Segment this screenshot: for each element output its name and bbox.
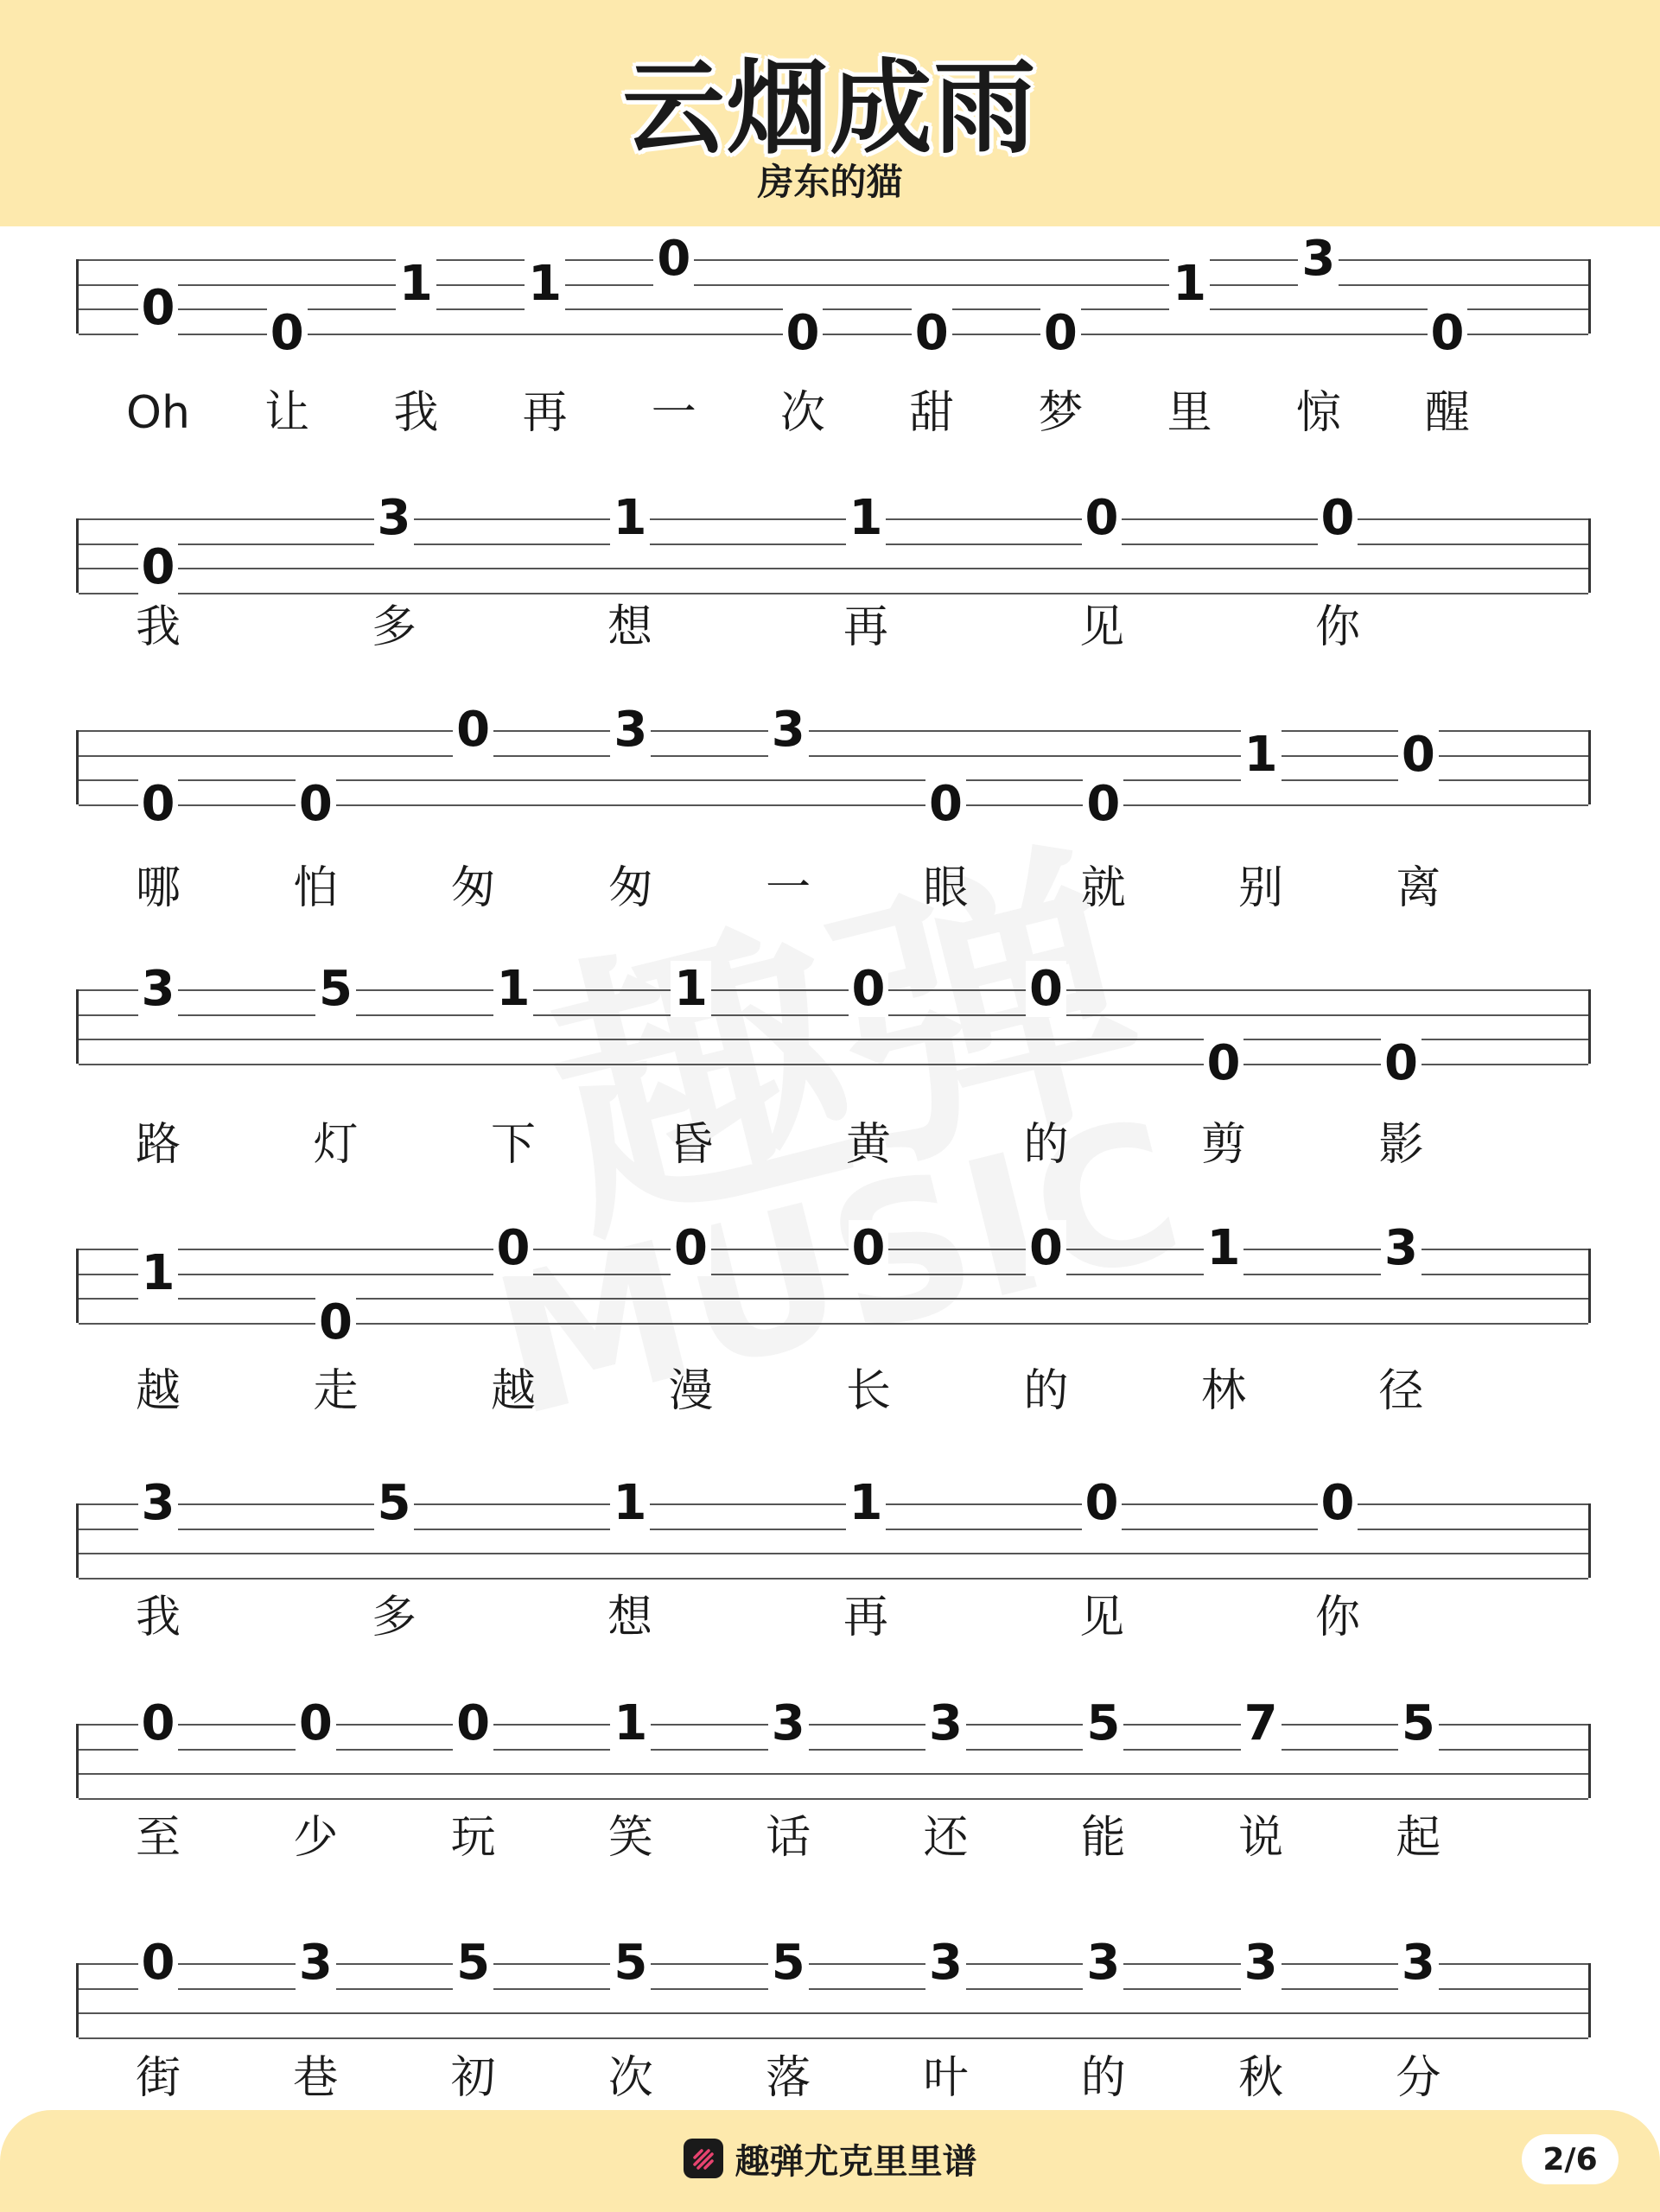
staff-line [79,284,1588,286]
lyric-char: 叶 [923,2052,969,2104]
lyric-char: 街 [135,2052,181,2104]
lyric-char: 怕 [293,862,339,914]
tab-note [901,304,962,361]
lyric-char: 就 [1080,862,1126,914]
tab-note [1193,1034,1254,1091]
tab-note [483,961,544,1017]
fret-number: 1 [396,256,436,312]
tab-note [838,961,899,1017]
fret-number: 0 [1082,490,1123,546]
lyric-char: 初 [450,2052,496,2104]
staff-line [79,593,1588,594]
staff-line [79,755,1588,757]
tab-note [916,775,976,832]
fret-number: 1 [1169,256,1210,312]
tab-staff [76,989,1591,1064]
staff-line [79,1773,1588,1775]
tab-note [836,1475,896,1531]
fret-number: 0 [138,776,179,832]
tab-note [128,775,188,832]
lyric-char: 梦 [1038,387,1084,439]
lyric-char: 下 [490,1119,536,1171]
fret-number: 5 [768,1935,809,1991]
lyric-char: 见 [1078,601,1124,653]
tab-note [257,304,317,361]
footer-brand [0,2134,1660,2183]
fret-number: 0 [296,1695,336,1751]
tab-note [128,1244,188,1301]
tab-note [661,961,722,1017]
lyric-char: 漫 [668,1365,714,1417]
tab-note [916,1935,976,1991]
tab-staff [76,1249,1591,1323]
tab-note [306,1294,366,1351]
lyric-char: 笑 [607,1812,653,1864]
tab-note [758,702,818,758]
staff-line [79,1274,1588,1275]
fret-number: 3 [1398,1935,1439,1991]
tab-note [364,490,424,546]
tab-note [128,1475,188,1531]
tab-note [1371,1220,1432,1276]
fret-number: 0 [1318,1475,1358,1531]
lyric-char: 路 [135,1119,181,1171]
fret-number: 3 [1381,1220,1421,1276]
fret-number: 0 [138,280,179,336]
lyric-char: 能 [1080,1812,1126,1864]
tab-note [838,1220,899,1276]
fret-number: 1 [1241,727,1282,783]
tab-note [1417,304,1478,361]
staff-line [79,1553,1588,1554]
tab-note [1307,490,1368,546]
fret-number: 0 [315,1294,356,1351]
staff-line [79,1039,1588,1040]
fret-number: 3 [1241,1935,1282,1991]
lyric-char: 说 [1238,1812,1284,1864]
tab-note [836,490,896,546]
fret-number: 0 [671,1220,711,1276]
tab-note [285,1935,346,1991]
fret-number: 3 [925,1935,966,1991]
fret-number: 0 [849,1220,889,1276]
tab-note [600,490,660,546]
staff-line [79,1578,1588,1580]
fret-number: 5 [1398,1695,1439,1751]
tab-note [1388,726,1448,783]
staff-line [79,1249,1588,1250]
tab-note [1388,1935,1448,1991]
fret-number: 1 [846,1475,887,1531]
page-indicator: 2/6 [1522,2134,1619,2184]
lyric-char: 次 [607,2052,653,2104]
tab-note [1073,775,1134,832]
lyric-char: 多 [371,1592,417,1643]
fret-number: 0 [783,305,824,361]
tab-note [1388,1695,1448,1751]
tab-note [1160,255,1220,312]
lyric-char: 里 [1167,387,1212,439]
tab-note [128,1695,188,1751]
tab-note [1231,726,1291,783]
tab-note [364,1475,424,1531]
staff-line [79,2037,1588,2039]
fret-number: 3 [1083,1935,1123,1991]
tab-note [600,1475,660,1531]
tab-note [1073,1935,1134,1991]
staff-line [79,259,1588,261]
fret-number: 0 [1026,1220,1066,1276]
lyric-char: 的 [1023,1365,1069,1417]
staff-line [79,1798,1588,1800]
lyric-char: 见 [1078,1592,1124,1643]
tab-note [1231,1695,1291,1751]
tab-note [1288,231,1349,287]
fret-number: 5 [610,1935,651,1991]
lyric-char: 哪 [135,862,181,914]
song-title: 云烟成雨 [622,48,1038,168]
fret-number: 0 [267,305,308,361]
lyric-char: 多 [371,601,417,653]
tab-note [285,1695,346,1751]
lyric-char: 秋 [1238,2052,1284,2104]
lyric-char: 的 [1023,1119,1069,1171]
fret-number: 3 [768,1695,809,1751]
brand-logo-icon [684,2139,723,2178]
fret-number: 0 [1083,776,1123,832]
tab-note [1371,1034,1432,1091]
tab-note [601,1695,661,1751]
lyric-char: 匆 [450,862,496,914]
tab-note [1307,1475,1368,1531]
lyric-char: 别 [1238,862,1284,914]
fret-number: 5 [315,961,356,1017]
tab-note [661,1220,722,1276]
lyric-char: 林 [1200,1365,1246,1417]
lyric-char: 我 [393,387,439,439]
staff-line [79,730,1588,732]
fret-number: 0 [1026,961,1066,1017]
tab-note [644,231,704,287]
lyric-char: 少 [293,1812,339,1864]
lyric-char: 甜 [909,387,955,439]
staff-line [79,568,1588,569]
lyric-char: 再 [843,601,888,653]
lyric-char: 长 [845,1365,891,1417]
fret-number: 0 [1318,490,1358,546]
fret-number: 3 [296,1935,336,1991]
brand-name: 趣弹尤克里里谱 [735,2141,977,2182]
lyric-char: 起 [1396,1812,1441,1864]
tab-note [1030,304,1091,361]
lyric-char: 醒 [1424,387,1470,439]
fret-number: 3 [138,1475,179,1531]
fret-number: 7 [1241,1695,1282,1751]
fret-number: 1 [525,256,565,312]
lyric-char: 一 [766,862,811,914]
fret-number: 0 [912,305,952,361]
fret-number: 1 [1204,1220,1244,1276]
lyric-char: 落 [766,2052,811,2104]
tab-note [601,1935,661,1991]
fret-number: 0 [849,961,889,1017]
lyric-char: 匆 [607,862,653,914]
tab-note [1073,1695,1134,1751]
fret-number: 0 [925,776,966,832]
lyric-char: 一 [651,387,696,439]
staff-line [79,1064,1588,1065]
tab-note [1016,961,1077,1017]
lyric-char: Oh [126,387,190,439]
tab-note [1072,1475,1132,1531]
fret-number: 0 [493,1220,534,1276]
tab-note [443,1695,504,1751]
lyric-char: 的 [1080,2052,1126,2104]
lyric-char: 离 [1396,862,1441,914]
fret-number: 3 [610,702,651,758]
fret-number: 5 [374,1475,415,1531]
fret-number: 1 [610,1695,651,1751]
fret-number: 0 [138,539,179,595]
tab-note [128,539,188,596]
fret-number: 0 [1204,1035,1244,1091]
fret-number: 3 [374,490,415,546]
tab-note [1016,1220,1077,1276]
fret-number: 0 [138,1695,179,1751]
tab-note [758,1695,818,1751]
lyric-char: 分 [1396,2052,1441,2104]
lyric-char: 径 [1378,1365,1424,1417]
lyric-char: 我 [135,1592,181,1643]
tab-note [443,1935,504,1991]
fret-number: 1 [493,961,534,1017]
staff-line [79,2012,1588,2014]
lyric-char: 眼 [923,862,969,914]
lyric-char: 黄 [845,1119,891,1171]
lyric-char: 再 [522,387,568,439]
lyric-char: 让 [264,387,310,439]
tab-note [128,961,188,1017]
fret-number: 1 [138,1245,179,1301]
fret-number: 0 [1428,305,1468,361]
tab-note [601,702,661,758]
lyric-char: 剪 [1200,1119,1246,1171]
lyric-char: 惊 [1295,387,1341,439]
lyric-char: 你 [1314,601,1360,653]
fret-number: 1 [610,490,651,546]
lyric-char: 至 [135,1812,181,1864]
fret-number: 3 [925,1695,966,1751]
lyric-char: 我 [135,601,181,653]
tab-note [128,1935,188,1991]
lyric-char: 想 [607,601,652,653]
fret-number: 5 [1083,1695,1123,1751]
tab-note [773,304,833,361]
fret-number: 0 [1381,1035,1421,1091]
fret-number: 0 [653,231,694,287]
lyric-char: 话 [766,1812,811,1864]
tab-note [1072,490,1132,546]
lyric-char: 越 [490,1365,536,1417]
tab-note [128,280,188,337]
lyric-char: 越 [135,1365,181,1417]
lyric-char: 巷 [293,2052,339,2104]
lyric-char: 昏 [668,1119,714,1171]
tab-note [1193,1220,1254,1276]
lyric-char: 影 [1378,1119,1424,1171]
tab-note [285,775,346,832]
tab-note [916,1695,976,1751]
fret-number: 3 [1298,231,1339,287]
tab-note [385,255,446,312]
fret-number: 0 [1398,727,1439,783]
tab-note [483,1220,544,1276]
fret-number: 1 [846,490,887,546]
lyric-char: 你 [1314,1592,1360,1643]
fret-number: 0 [138,1935,179,1991]
fret-number: 1 [671,961,711,1017]
lyric-char: 想 [607,1592,652,1643]
tab-note [306,961,366,1017]
fret-number: 0 [1082,1475,1123,1531]
fret-number: 0 [453,1695,493,1751]
lyric-char: 走 [313,1365,359,1417]
artist-name: 房东的猫 [757,161,903,203]
fret-number: 0 [453,702,493,758]
tab-note [1231,1935,1291,1991]
fret-number: 0 [1040,305,1081,361]
lyric-char: 再 [843,1592,888,1643]
fret-number: 0 [296,776,336,832]
tab-note [443,702,504,758]
fret-number: 3 [768,702,809,758]
fret-number: 3 [138,961,179,1017]
tab-note [758,1935,818,1991]
fret-number: 1 [610,1475,651,1531]
lyric-char: 玩 [450,1812,496,1864]
tab-note [515,255,576,312]
lyric-char: 灯 [313,1119,359,1171]
fret-number: 5 [453,1935,493,1991]
lyric-char: 还 [923,1812,969,1864]
lyric-char: 次 [779,387,825,439]
